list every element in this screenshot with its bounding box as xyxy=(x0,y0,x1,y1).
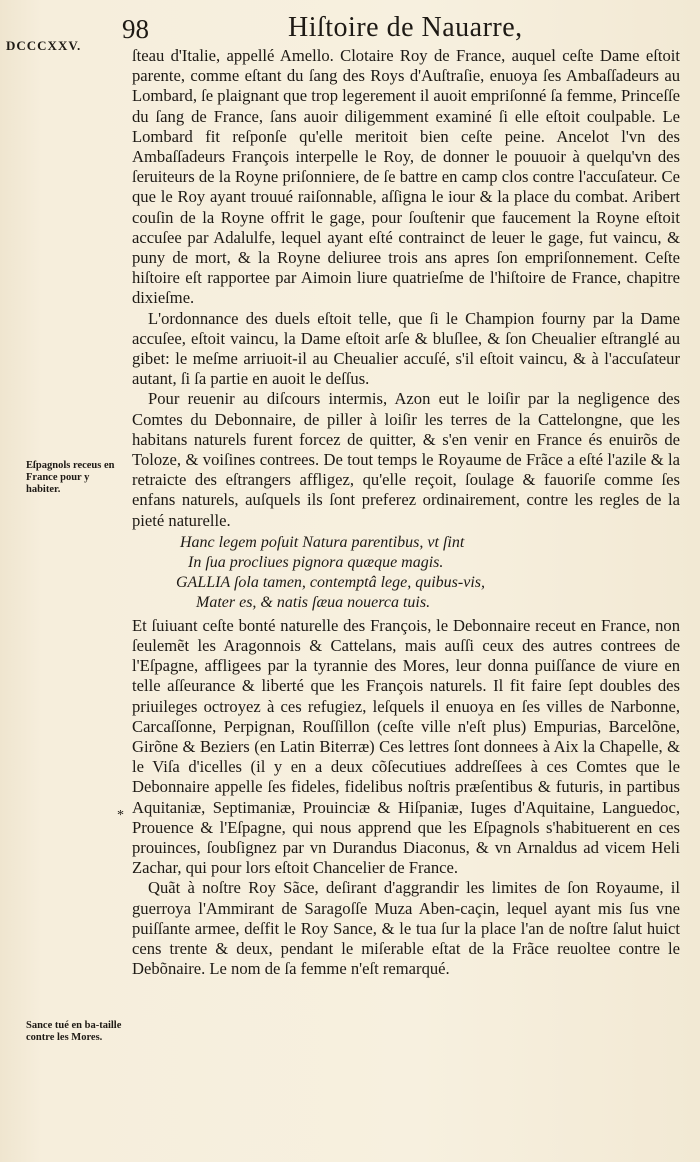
margin-note-spanish-refugees: Eſpagnols receus en France pour y habiter. xyxy=(26,460,115,495)
verse-line-4: Mater es, & natis ſæua nouerca tuis. xyxy=(196,594,431,612)
margin-note-sance-killed: Sance tué en ba-taille contre les Mores. xyxy=(26,1020,122,1043)
verse-line-2: In ſua procliues pignora quæque magis. xyxy=(188,554,444,572)
running-title: Hiſtoire de Nauarre, xyxy=(288,12,523,43)
year-marginal: DCCCXXV. xyxy=(6,38,82,53)
paragraph-2: L'ordonnance des duels eſtoit telle, que ſi le Champion fourny par la Dame accuſee, eſtoit vaincu, la Dame eſtoit arſe & bluſlee, & ſon Cheualier eſtranglé au gibet: le meſme arriuoit-il au Cheualier accuſé, s'il eſtoit vaincu, & à l'accuſateur autant, ſi ſa partie en auoit le deſſus. xyxy=(132,308,680,389)
verse-line-3: GALLIA ſola tamen, contemptâ lege, quibus-vis, xyxy=(176,574,485,592)
paragraph-4: Et ſuiuant ceſte bonté naturelle des François, le Debonnaire receut en France, non ſeulemẽt les Aragonnois & Cattelans, mais auſſi ceux des autres contrees de l'Eſpagne, affligees par la tyrannie des Mores, leur donna puiſſance de viure en telle aſſeurance & liberté que les François naturels. Il fit faire ſept doubles des priuileges octroyez à ces refugiez, leſquels il enuoya en ſes villes de Narbonne, Carcaſſonne, Perpignan, Rouſſillon (ceſte ville n'eſt plus) Empurias, Barcelõne, Girõne & Beziers (en Latin Biterræ) Ces lettres ſont donnees à Aix la Chapelle, & le Viſa d'icelles (il y en a deux cõſecutiues addreſſees à ces Comtes que le Debonnaire appelle ſes fideles, fidelibus noſtris præſentibus & futuris, in partibus Aquitaniæ, Septimaniæ, Prouinciæ & Hiſpaniæ, Iuges d'Aquitaine, Languedoc, Prouence & l'Eſpagne, qui nous apprend que les Eſpagnols s'habituerent en ces prouinces, ſoubſignez par vn Durandus Diaconus, & vn Arnaldus ad vicem Heli Zachar, qui pour lors eſtoit Chancelier de France. xyxy=(132,615,680,878)
paragraph-1: ſteau d'Italie, appellé Amello. Clotaire Roy de France, auquel ceſte Dame eſtoit parente, comme eſtant du ſang des Roys d'Auſtraſie, enuoya ſes Ambaſſadeurs au Lombard, ſe plaignant que trop legerement il auoit empriſonné ſa femme, Princeſſe du ſang de France, ſans auoir diligemment examiné ſi elle eſtoit coulpable. Le Lombard fit reſponſe qu'elle meritoit bien ceſte peine. Ancelot l'vn des Ambaſſadeurs François interpelle le Roy, de donner le pouuoir à quelqu'vn des ſeruiteurs de la Royne priſonniere, de ſe battre en camp clos contre l'accuſateur. Ce que le Roy ayant trouué raiſonnable, aſſigna le iour & la place du combat. Aribert couſin de la Royne offrit le gage, pour ſouſtenir que faucement la Royne eſtoit accuſee par Adalulfe, lequel ayant eſté contrainct de leuer le gage, fut vaincu, & puny de mort, & la Royne deliuree trois ans apres ſon empriſonnement. Ceſte hiſtoire eſt rapportee par Aimoin liure quatrieſme de l'hiſtoire de France, chapitre dixieſme. xyxy=(132,46,680,308)
page-number: 98 xyxy=(122,14,149,44)
paragraph-5: Quãt à noſtre Roy Sãce, deſirant d'aggrandir les limites de ſon Royaume, il guerroya l'Ammirant de Saragoſſe Muza Aben-caçin, lequel ayant mis ſus vne puiſſante armee, deſfit le Roy Sance, & le tua ſur la place l'an de noſtre ſalut huict cens trente & deux, pendant le miſerable eſtat de la Frãce reuoltee contre le Debõnaire. Le nom de ſa femme n'eſt remarqué. xyxy=(132,878,680,979)
main-text xyxy=(132,46,680,979)
paragraph-3: Pour reuenir au diſcours intermis, Azon eut le loiſir par la negligence des Comtes du Debonnaire, de piller à loiſir les terres de la Cattelongne, que les habitans naturels furent forcez de quitter, & s'en venir en France és enuirõs de Toloze, & voiſines contrees. De tout temps le Royaume de Frãce a eſté l'azile & la retraicte des eſtrangers affligez, qu'elle reçoit, ſoulage & fauoriſe comme ſes enfans naturels, auſquels ils ſont preferez ordinairement, contre les regles de la pieté naturelle. xyxy=(132,389,680,530)
latin-verse xyxy=(132,533,680,614)
asterisk-marker: * xyxy=(117,808,124,823)
verse-line-1: Hanc legem poſuit Natura parentibus, vt ſint xyxy=(180,533,465,551)
